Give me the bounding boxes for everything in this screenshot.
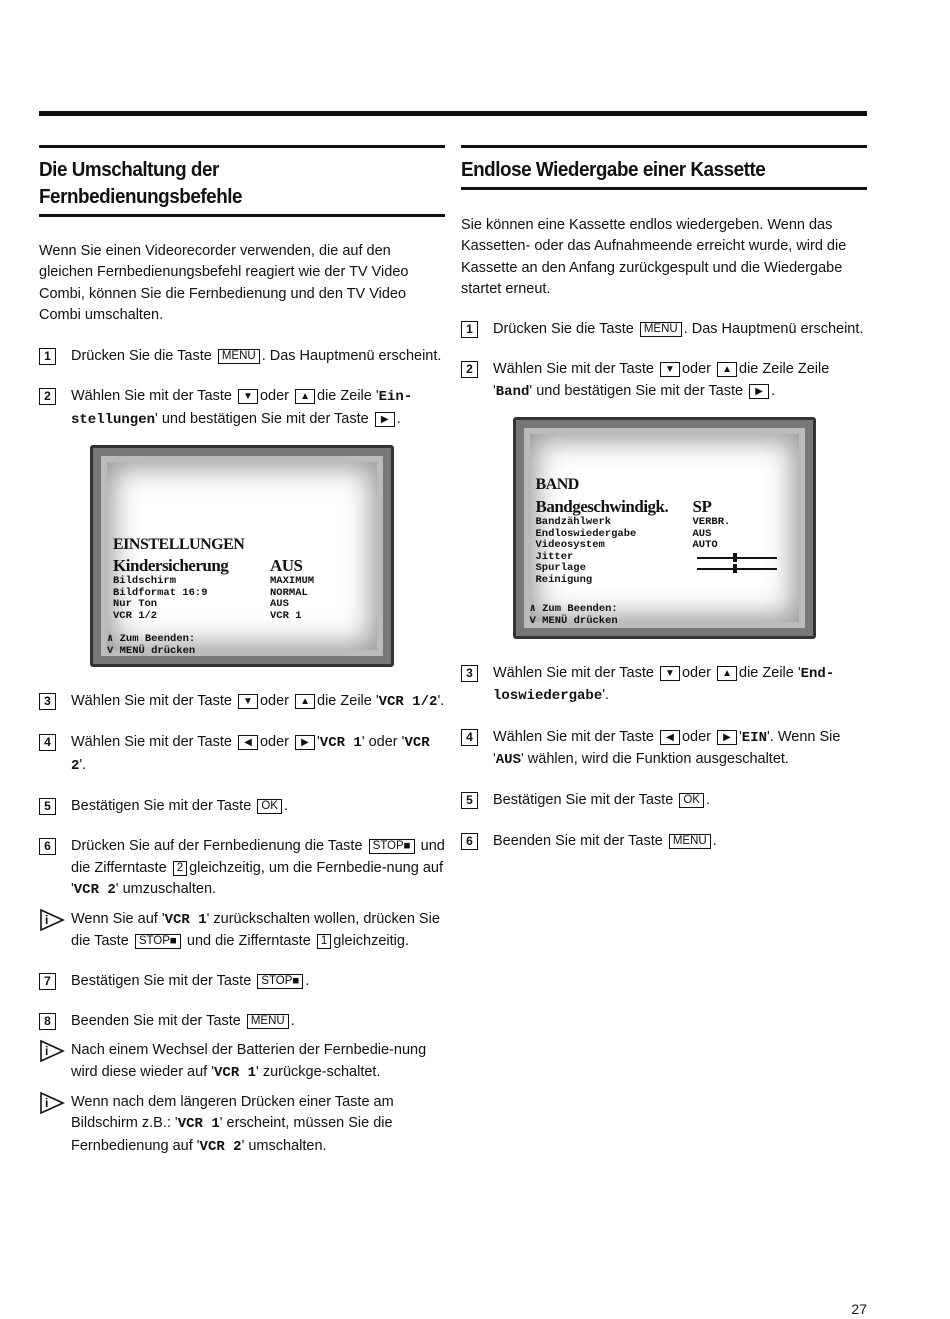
menu-key: MENU: [218, 349, 260, 364]
right-step-5: 5 Bestätigen Sie mit der Taste OK .: [461, 790, 867, 811]
right-column: [461, 145, 867, 852]
top-rule: [39, 111, 867, 116]
screen-footer-line2: V MENÜ drücken: [529, 614, 618, 627]
left-step-1: 1 Drücken Sie die Taste MENU . Das Hauptmenü erscheint.: [39, 346, 445, 367]
step-number: 4: [461, 729, 478, 746]
screen-row: Bildschirm MAXIMUM: [113, 575, 315, 588]
svg-text:i: i: [45, 1095, 49, 1110]
step-number: 1: [39, 348, 56, 365]
svg-text:i: i: [45, 913, 49, 928]
right-arrow-key-icon: ▶: [375, 412, 395, 427]
left-note-3: i Wenn nach dem längeren Drücken einer Taste am Bildschirm z.B.: 'VCR 1' erscheint, müssen Sie die Fernbedienung auf 'VCR 2' umschalten.: [39, 1092, 445, 1158]
step-number: 3: [461, 665, 478, 682]
step-number: 2: [39, 388, 56, 405]
tv-screen-einstellungen: [90, 445, 394, 667]
right-step-2: 2 Wählen Sie mit der Taste ▼ oder ▲ die Zeile Zeile 'Band' und bestätigen Sie mit der Taste ▶ .: [461, 359, 867, 403]
screen-footer-line2: V MENÜ drücken: [107, 644, 196, 657]
left-note-2: i Nach einem Wechsel der Batterien der Fernbedie-nung wird diese wieder auf 'VCR 1' zurückge-schaltet.: [39, 1040, 445, 1084]
step-number: 1: [461, 321, 478, 338]
jitter-slider: [693, 552, 777, 563]
step-number: 6: [461, 833, 478, 850]
step-number: 4: [39, 734, 56, 751]
up-arrow-key-icon: ▲: [295, 694, 315, 709]
left-column: [39, 145, 445, 1158]
right-step-1: 1 Drücken Sie die Taste MENU . Das Hauptmenü erscheint.: [461, 319, 867, 340]
page-number: 27: [851, 1301, 867, 1317]
screen-row: Reinigung: [535, 573, 593, 586]
left-note-1: i Wenn Sie auf 'VCR 1' zurückschalten wollen, drücken Sie die Taste STOP■ und die Zifferntaste 1 gleichzeitig.: [39, 909, 445, 953]
stop-key: STOP■: [257, 974, 303, 989]
spurlage-slider: [693, 563, 777, 574]
right-section-title: Endlose Wiedergabe einer Kassette: [461, 158, 766, 181]
right-arrow-key-icon: ▶: [295, 735, 315, 750]
heading-rule-bottom: [461, 187, 867, 190]
menu-key: MENU: [669, 834, 711, 849]
menu-key: MENU: [640, 322, 682, 337]
step-number: 5: [39, 798, 56, 815]
screen-row: VCR 1/2 VCR 1: [113, 609, 302, 622]
left-arrow-key-icon: ◀: [660, 730, 680, 745]
step-number: 8: [39, 1013, 56, 1030]
right-step-4: 4 Wählen Sie mit der Taste ◀ oder ▶ 'EIN'. Wenn Sie 'AUS' wählen, wird die Funktion ausgeschaltet.: [461, 727, 867, 772]
step-number: 7: [39, 973, 56, 990]
left-step-2: 2 Wählen Sie mit der Taste ▼ oder ▲ die Zeile 'Ein-stellungen' und bestätigen Sie mit der Taste ▶ .: [39, 386, 445, 431]
info-pointer-icon: [39, 908, 65, 932]
step-number: 3: [39, 693, 56, 710]
digit-key: 1: [317, 934, 331, 949]
heading-rule-bottom: [39, 214, 445, 217]
right-step-6: 6 Beenden Sie mit der Taste MENU .: [461, 831, 867, 852]
left-step-3: 3 Wählen Sie mit der Taste ▼ oder ▲ die Zeile 'VCR 1/2'.: [39, 691, 445, 713]
info-pointer-icon: [39, 1091, 65, 1115]
left-step-4: 4 Wählen Sie mit der Taste ◀ oder ▶ 'VCR 1' oder 'VCR 2'.: [39, 732, 445, 777]
screen-row: Videosystem AUTO: [535, 539, 718, 552]
screen-title: BAND: [535, 476, 579, 494]
screen-row: Jitter: [536, 552, 806, 564]
down-arrow-key-icon: ▼: [660, 666, 680, 681]
screen-row: Endloswiedergabe AUS: [535, 527, 712, 540]
up-arrow-key-icon: ▲: [717, 362, 737, 377]
right-arrow-key-icon: ▶: [749, 384, 769, 399]
down-arrow-key-icon: ▼: [238, 389, 258, 404]
up-arrow-key-icon: ▲: [295, 389, 315, 404]
left-section-title: Die Umschaltung der Fernbedienungsbefehle: [39, 158, 243, 208]
left-intro: Wenn Sie einen Videorecorder verwenden, die auf den gleichen Fernbedienungsbefehl reagiert wie der TV Video Combi, können Sie die Fernbedienung und den TV Video Combi umschalten.: [39, 243, 409, 323]
left-step-7: 7 Bestätigen Sie mit der Taste STOP■ .: [39, 971, 445, 992]
screen-title: EINSTELLUNGEN: [113, 536, 245, 554]
screen-footer-line1: ∧ Zum Beenden:: [529, 603, 618, 616]
left-step-5: 5 Bestätigen Sie mit der Taste OK .: [39, 796, 445, 817]
step-number: 6: [39, 838, 56, 855]
stop-key: STOP■: [135, 934, 181, 949]
right-step-3: 3 Wählen Sie mit der Taste ▼ oder ▲ die Zeile 'End-loswiedergabe'.: [461, 663, 867, 708]
screen-selected-row: Kindersicherung AUS: [113, 556, 303, 576]
step-number: 2: [461, 361, 478, 378]
svg-text:i: i: [45, 1044, 49, 1059]
left-step-6: 6 Drücken Sie auf der Fernbedienung die Taste STOP■ und die Zifferntaste 2 gleichzeitig, um die Fernbedie-nung auf 'VCR 2' umzuschalten.: [39, 836, 445, 901]
step-number: 5: [461, 792, 478, 809]
up-arrow-key-icon: ▲: [717, 666, 737, 681]
screen-selected-row: Bandgeschwindigk. SP: [535, 497, 712, 517]
tv-screen-band: [513, 417, 816, 639]
left-arrow-key-icon: ◀: [238, 735, 258, 750]
info-pointer-icon: [39, 1039, 65, 1063]
screen-row: Spurlage: [536, 563, 806, 575]
digit-key: 2: [173, 861, 187, 876]
screen-row: Bildformat 16:9 NORMAL: [113, 586, 308, 599]
ok-key: OK: [679, 793, 704, 808]
menu-line-code: Ein-stellungen: [71, 389, 413, 428]
right-intro: Sie können eine Kassette endlos wiedergeben. Wenn das Kassetten- oder das Aufnahmeende erreicht wurde, wird die Kassette an den Anfang zurückgespult und die Wiedergabe startet erneut.: [461, 217, 847, 297]
right-arrow-key-icon: ▶: [717, 730, 737, 745]
ok-key: OK: [257, 799, 282, 814]
menu-key: MENU: [247, 1014, 289, 1029]
screen-row: Nur Ton AUS: [113, 598, 289, 611]
stop-key: STOP■: [369, 839, 415, 854]
screen-footer-line1: ∧ Zum Beenden:: [107, 633, 196, 646]
left-step-8: 8 Beenden Sie mit der Taste MENU .: [39, 1011, 445, 1032]
down-arrow-key-icon: ▼: [238, 694, 258, 709]
screen-row: Bandzählwerk VERBR.: [535, 516, 731, 529]
down-arrow-key-icon: ▼: [660, 362, 680, 377]
